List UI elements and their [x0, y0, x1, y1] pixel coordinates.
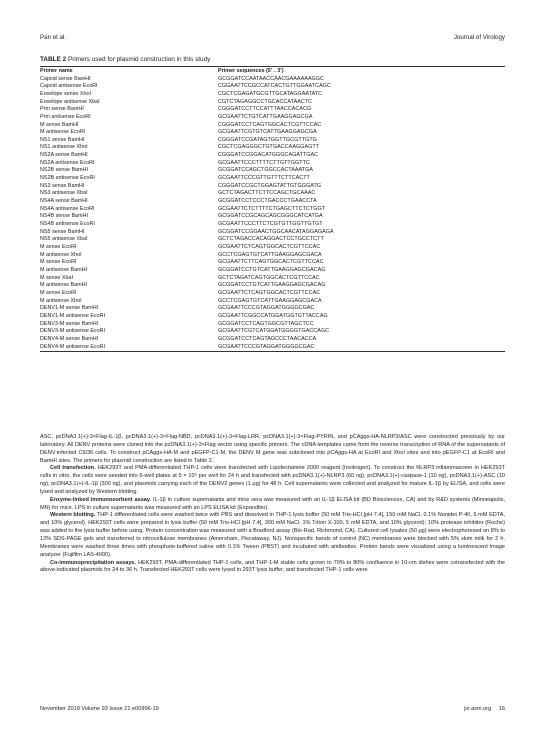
table-row: [40, 267, 505, 275]
paragraph-text: HEK293T and PMA-differentiated THP-1 cells were transfected with Lipofectamine 2000 reagent (Invitrogen). To construct the NLRP3 inflammasome in HEK293T cells in vitro, the cells were seeded into 6-well plates at 5 × 10⁵ per well for 24 h and transfected with pcDNA3.1(+)-NLRP3 (60 ng), pcDNA3.1(+)-caspase-1 (10 ng), pcDNA3.1(+)-ASC (10 ng), pcDNA3.1(+)-IL-1β (300 ng), and plasmids carrying each of the DENV2 genes (1 μg) for 48 h. Cell supernatants were collected and analyzed for mature IL-1β by ELISA, and cells were lysed and analyzed by Western blotting.: [40, 465, 505, 495]
primer-name-cell: DENV4-M sense BamHI: [40, 335, 99, 342]
primer-name-cell: NS4A sense BamHI: [40, 198, 88, 205]
primer-sequence-cell: GCGGATCCTGTCATTGAAGGAGCGACAG: [218, 282, 326, 289]
section-heading: Enzyme-linked immunosorbent assay.: [50, 496, 152, 503]
journal-name: Journal of Virology: [453, 34, 505, 41]
table-row: [40, 144, 505, 152]
page-footer: [40, 706, 505, 712]
paragraph-co-ip: [40, 560, 505, 576]
table-row: [40, 99, 505, 107]
methods-text: [40, 434, 505, 575]
table-row: [40, 183, 505, 191]
running-head: [40, 34, 505, 41]
primer-name-cell: Envelope antisense XbaI: [40, 98, 100, 105]
primer-sequence-cell: GCGAATTCGTGTCATTGAAGGAGCGA: [218, 129, 317, 136]
table-row: [40, 298, 505, 306]
primer-name-cell: NS2A sense BamHI: [40, 152, 88, 159]
table-row: [40, 152, 505, 160]
page-number: 16: [498, 706, 505, 712]
table-caption: [40, 56, 505, 63]
primer-sequence-cell: GCTCTAGACCACAGGACTCCTGCCTCTT: [218, 236, 324, 243]
primer-name-cell: DENV3-M antisense EcoRI: [40, 328, 106, 335]
author-running-head: Pan et al.: [40, 34, 67, 41]
primer-sequence-cell: GCGAATTCTTCAGTGGCACTCGTTCCAC: [218, 259, 324, 266]
primer-sequence-cell: GCGGATCCGCAGCAGCGGGCATCATGA: [218, 213, 323, 220]
section-heading: Western blotting.: [50, 512, 96, 519]
section-heading: Cell transfection.: [50, 465, 96, 472]
table-row: [40, 321, 505, 329]
table-row: [40, 221, 505, 229]
primer-name-cell: NS4A antisense EcoRI: [40, 205, 95, 212]
table-row: [40, 91, 505, 99]
primer-name-cell: Prm sense BamHI: [40, 106, 84, 113]
table-row: [40, 198, 505, 206]
table-row: [40, 313, 505, 321]
primer-sequence-cell: GCGGATCCAGCTGGCCACTAAATGA: [218, 167, 313, 174]
section-heading: Co-immunoprecipitation assays.: [50, 559, 137, 566]
primer-name-cell: Prm antisense EcoRI: [40, 113, 91, 120]
primer-sequence-cell: CGGGATCCTTCCATTTAACCACACG: [218, 106, 312, 113]
primer-name-cell: NS2A antisense EcoRI: [40, 159, 95, 166]
table-row: [40, 275, 505, 283]
primer-name-cell: M sense EcoRI: [40, 289, 77, 296]
primer-sequence-cell: CGGGATCCGGACATGGGCAGATTGAC: [218, 152, 319, 159]
col-header-name: Primer name: [40, 68, 73, 75]
primer-sequence-cell: GCGAATTCGTCATGGATGGGGTGACCAGC: [218, 328, 330, 335]
primer-name-cell: NS2B sense BamHI: [40, 167, 88, 174]
primer-name-cell: NS1 antisense XhoI: [40, 144, 88, 151]
primer-sequence-cell: GCGAATTCCCTTCTCGTGTTGGTTGTGT: [218, 221, 323, 228]
primer-name-cell: M antisense BamHI: [40, 266, 88, 273]
paragraph-elisa: [40, 497, 505, 513]
primer-sequence-cell: GCGAATTCCCTTTTCTTGTTGGTTC: [218, 159, 310, 166]
primer-sequence-cell: CGTCTAGAGGCCTGCACCATAACTC: [218, 98, 313, 105]
paragraph-text: IL-1β in culture supernatants and mice sera was measured with an IL-1β ELISA kit (BD Biosciences, CA) and by R&D systems (Minneapolis, MN) for mice. LPS in culture supernatants was measured with an LPS ELISA kit (Expandbio).: [40, 496, 505, 511]
table-row: [40, 213, 505, 221]
primer-name-cell: M sense BamHI: [40, 121, 79, 128]
primer-sequence-cell: GCGGATCCTCCCTGACCCTGAACCTA: [218, 198, 317, 205]
table-row: [40, 236, 505, 244]
primer-sequence-cell: GCGGATCCTCAGTAGCCCTAACACCA: [218, 335, 317, 342]
primer-name-cell: Capsid antisense EcoRI: [40, 83, 98, 90]
table-row: [40, 167, 505, 175]
primer-sequence-cell: CGCTCGAGATGCGTTGCATAGGAATATC: [218, 90, 323, 97]
table-row: [40, 282, 505, 290]
table-row: [40, 290, 505, 298]
primer-name-cell: NS1 sense BamHI: [40, 136, 85, 143]
primer-sequence-cell: GCGAATTCCCGTAGGATGGGGCGAC: [218, 305, 315, 312]
primer-name-cell: M antisense XhoI: [40, 251, 82, 258]
table-header-row: [40, 67, 505, 76]
primer-name-cell: NS5 sense BamHI: [40, 228, 85, 235]
primer-name-cell: M antisense BamHI: [40, 282, 88, 289]
primer-sequence-cell: GCGAATTCCCGTTGTTTCTTCACTT: [218, 175, 310, 182]
primer-name-cell: M sense EcoRI: [40, 244, 77, 251]
table-row: [40, 344, 505, 352]
primer-sequence-cell: GCGAATTCTCAGTGGCACTCGTTCCAC: [218, 244, 321, 251]
primer-sequence-cell: GCGGATCCGGAACTGGCAACATAGGAGAGA: [218, 228, 334, 235]
table-row: [40, 252, 505, 260]
primer-sequence-cell: CGGGATCCGCTGGAGTATTGTGGGATG: [218, 182, 322, 189]
primer-sequence-cell: GCGAATTCTCTTTTCTGAGCTTCTCTGGT: [218, 205, 326, 212]
table-row: [40, 229, 505, 237]
primer-name-cell: NS4B antisense EcoRI: [40, 221, 95, 228]
primer-name-cell: NS4B sense BamHI: [40, 213, 88, 220]
primer-name-cell: Envelope sense XhoI: [40, 90, 91, 97]
table-row: [40, 259, 505, 267]
primer-name-cell: NS2B antisense EcoRI: [40, 175, 95, 182]
table-row: [40, 83, 505, 91]
primer-sequence-cell: CGCTCGAGGGCTGTGACCAAGGAGTT: [218, 144, 320, 151]
paragraph-plasmids: ASC, pcDNA3.1(+)-3×Flag-IL-1β, pcDNA3.1(+)-3×Flag-NBD, pcDNA3.1(+)-3×Flag-LRR, pcDNA3.1(+)-3×Flag-PYRIN, and pCAggs-HA-NLRP3/ASC were constructed previously by our laboratory. All DENV proteins were cloned into the pcDNA3.1(+)-3×Flag vector using specific primers. The cDNA templates came from the reverse transcription of RNA of the supernatants of DENV-infected C6/36 cells. To construct pCAggs-HA-M and pEGFP-C1-M, the DENV M gene was subcloned into pCAggs-HA at EcoRI and XhoI sites and into pEGFP-C1 at EcoRI and BamHI sites. The primers for plasmid construction are listed in Table 2.: [40, 434, 505, 464]
primer-sequence-cell: CGGGATCCTCAGTGGCACTCGTTCCAC: [218, 121, 322, 128]
table-row: [40, 206, 505, 214]
primer-name-cell: DENV4-M antisense EcoRI: [40, 343, 106, 350]
footer-right: [458, 706, 505, 712]
paragraph-western-blotting: [40, 512, 505, 559]
primer-sequence-cell: GCCTCGAGTGTCATTGAAGGAGCGACA: [218, 251, 322, 258]
table-row: [40, 336, 505, 344]
table-row: [40, 305, 505, 313]
col-header-sequence: Primer sequences (5′→3′): [218, 68, 284, 75]
primer-name-cell: NS5 antisense XbaI: [40, 236, 88, 243]
primer-sequence-cell: GCGGATCCTGTCATTGAAGGAGCGACAG: [218, 266, 326, 273]
primer-name-cell: M antisense EcoRI: [40, 129, 86, 136]
primer-name-cell: DENV3-M sense BamHI: [40, 320, 99, 327]
primer-name-cell: NS3 antisense XbaI: [40, 190, 88, 197]
table-row: [40, 106, 505, 114]
table-row: [40, 244, 505, 252]
table-bottom-rule: [40, 351, 505, 352]
issue-info: November 2019 Volume 93 Issue 21 e00996-19: [40, 706, 159, 712]
table-row: [40, 76, 505, 84]
primer-name-cell: M sense EcoRI: [40, 259, 77, 266]
primer-name-cell: M antisense XhoI: [40, 297, 82, 304]
primer-sequence-cell: GCGAATTCCCGTAGGATGGGGCGAC: [218, 343, 315, 350]
primer-sequence-cell: CGGAATTCCGCCATCACTGTTGGAATCAGC: [218, 83, 331, 90]
table-row: [40, 160, 505, 168]
primer-sequence-cell: GCGAATTCGGCCATGGATGGTGTTACCAG: [218, 312, 328, 319]
primer-sequence-cell: GCGAATTCTCAGTGGCACTCGTTCCAC: [218, 289, 321, 296]
primer-name-cell: M sense XbaI: [40, 274, 73, 281]
paragraph-text: THP-1 differentiated cells were washed twice with PBS and dissolved in THP-1 lysis buffer (50 mM Tris-HCl [pH 7.4], 150 mM NaCl, 0.1% Nonidet P-40, 5 mM EDTA, and 10% glycerol). HEK293T cells were prepared in lysis buffer (50 mM Tris-HCl [pH 7.4], 300 mM NaCl, 1% Triton X-100, 5 mM EDTA, and 10% glycerol); 10% protease inhibitor (Roche) was added to the lysis buffer before using. Protein concentration was measured with a Bradford assay (Bio-Rad, Richmond, CA). Cultured cell lysates (50 μg) were electrophoresed on 8% to 12% SDS-PAGE gels and transferred to nitrocellulose membranes (Amersham, Piscataway, NJ). Nonspecific bands of control (NC) membranes were blocked with 5% skim milk for 2 h. Membranes were washed three times with phosphate-buffered saline with 0.1% Tween (PBST) and incubated with antibodies. Protein bands were visualized using a luminescent image analyzer (Fujifilm LAS-4000).: [40, 512, 505, 558]
primer-name-cell: DENV1-M sense BamHI: [40, 305, 99, 312]
primer-sequence-cell: GCCTCGAGTGTCATTGAAGGAGCGACA: [218, 297, 322, 304]
primer-table: [40, 67, 505, 351]
primer-table-block: [40, 56, 505, 352]
table-row: [40, 190, 505, 198]
paragraph-text: HEK293T, PMA-differentiated THP-1 cells, and THP-1-M stable cells grown to 70% to 80% confluence in 10-cm dishes were cotransfected with the above-indicated plasmids for 24 to 36 h. Transfected HEK293T cells were lysed in 293T lysis buffer, and transfected THP-1 cells were: [40, 559, 506, 574]
primer-sequence-cell: GCGGATCCTCAGTGGCGTTAGCTCC: [218, 320, 314, 327]
primer-sequence-cell: GCTCTAGATCAGTGGCACTCGTTCCAC: [218, 274, 320, 281]
primer-name-cell: Capsid sense BamHI: [40, 75, 91, 82]
journal-url: jvi.asm.org: [464, 706, 492, 712]
paragraph-cell-transfection: [40, 465, 505, 496]
primer-sequence-cell: GCGGATCCAATAACCAACGAAAAAAGGC: [218, 75, 324, 82]
primer-sequence-cell: CGGGATCCGATAGTGGTTGCGTTGTG: [218, 136, 317, 143]
primer-name-cell: NS3 sense BamHI: [40, 182, 85, 189]
primer-name-cell: DENV1-M antisense EcoRI: [40, 312, 106, 319]
primer-sequence-cell: GCGAATTCTGTCATTGAAGGAGCGA: [218, 113, 313, 120]
table-label: TABLE 2: [40, 56, 67, 63]
table-row: [40, 137, 505, 145]
table-row: [40, 129, 505, 137]
table-row: [40, 122, 505, 130]
table-row: [40, 114, 505, 122]
table-row: [40, 175, 505, 183]
table-row: [40, 328, 505, 336]
primer-table-body: [40, 76, 505, 352]
primer-sequence-cell: GCTCTAGACTTCTTCCAGCTGCAAAC: [218, 190, 316, 197]
table-caption-text: Primers used for plasmid construction in this study: [67, 56, 211, 63]
